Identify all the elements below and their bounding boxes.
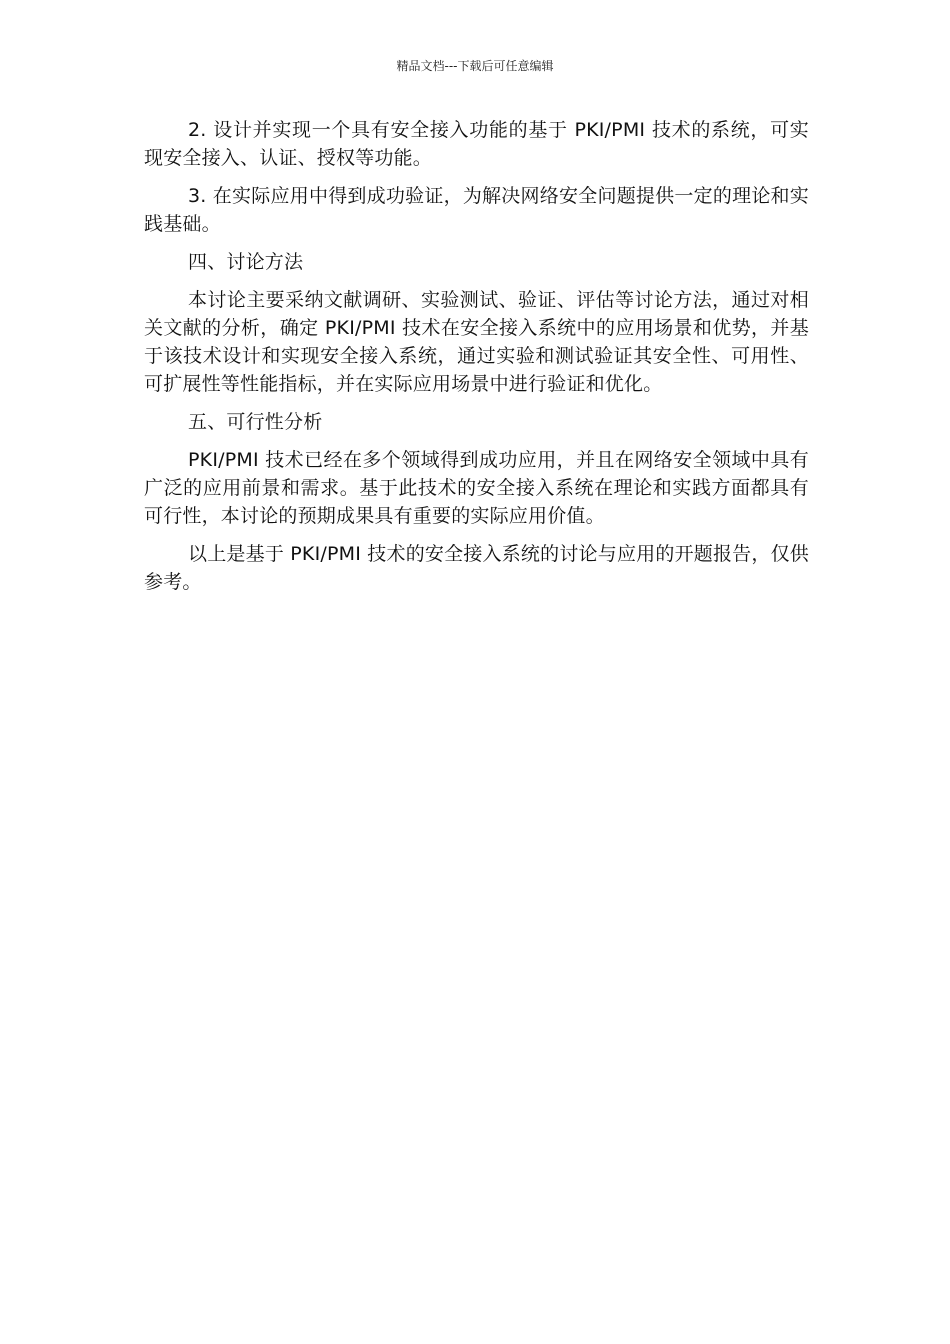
document-body	[144, 116, 809, 606]
goal-item-3: 3. 在实际应用中得到成功验证，为解决网络安全问题提供一定的理论和实践基础。	[144, 185, 809, 235]
feasibility-paragraph: PKI/PMI 技术已经在多个领域得到成功应用，并且在网络安全领域中具有广泛的应用前景和需求。基于此技术的安全接入系统在理论和实践方面都具有可行性，本讨论的预期成果具有重要的实际应用价值。	[144, 449, 809, 527]
page-header: 精品文档---下载后可任意编辑	[396, 59, 554, 73]
goal-item-2: 2. 设计并实现一个具有安全接入功能的基于 PKI/PMI 技术的系统，可实现安全接入、认证、授权等功能。	[144, 119, 809, 169]
closing-paragraph: 以上是基于 PKI/PMI 技术的安全接入系统的讨论与应用的开题报告，仅供参考。	[144, 543, 809, 593]
section-heading-methods: 四、讨论方法	[188, 251, 304, 273]
methods-paragraph: 本讨论主要采纳文献调研、实验测试、验证、评估等讨论方法，通过对相关文献的分析，确定 PKI/PMI 技术在安全接入系统中的应用场景和优势，并基于该技术设计和实现安全接入系统，通过实验和测试验证其安全性、可用性、可扩展性等性能指标，并在实际应用场景中进行验证和优化。	[144, 289, 809, 395]
section-heading-feasibility: 五、可行性分析	[188, 411, 323, 433]
